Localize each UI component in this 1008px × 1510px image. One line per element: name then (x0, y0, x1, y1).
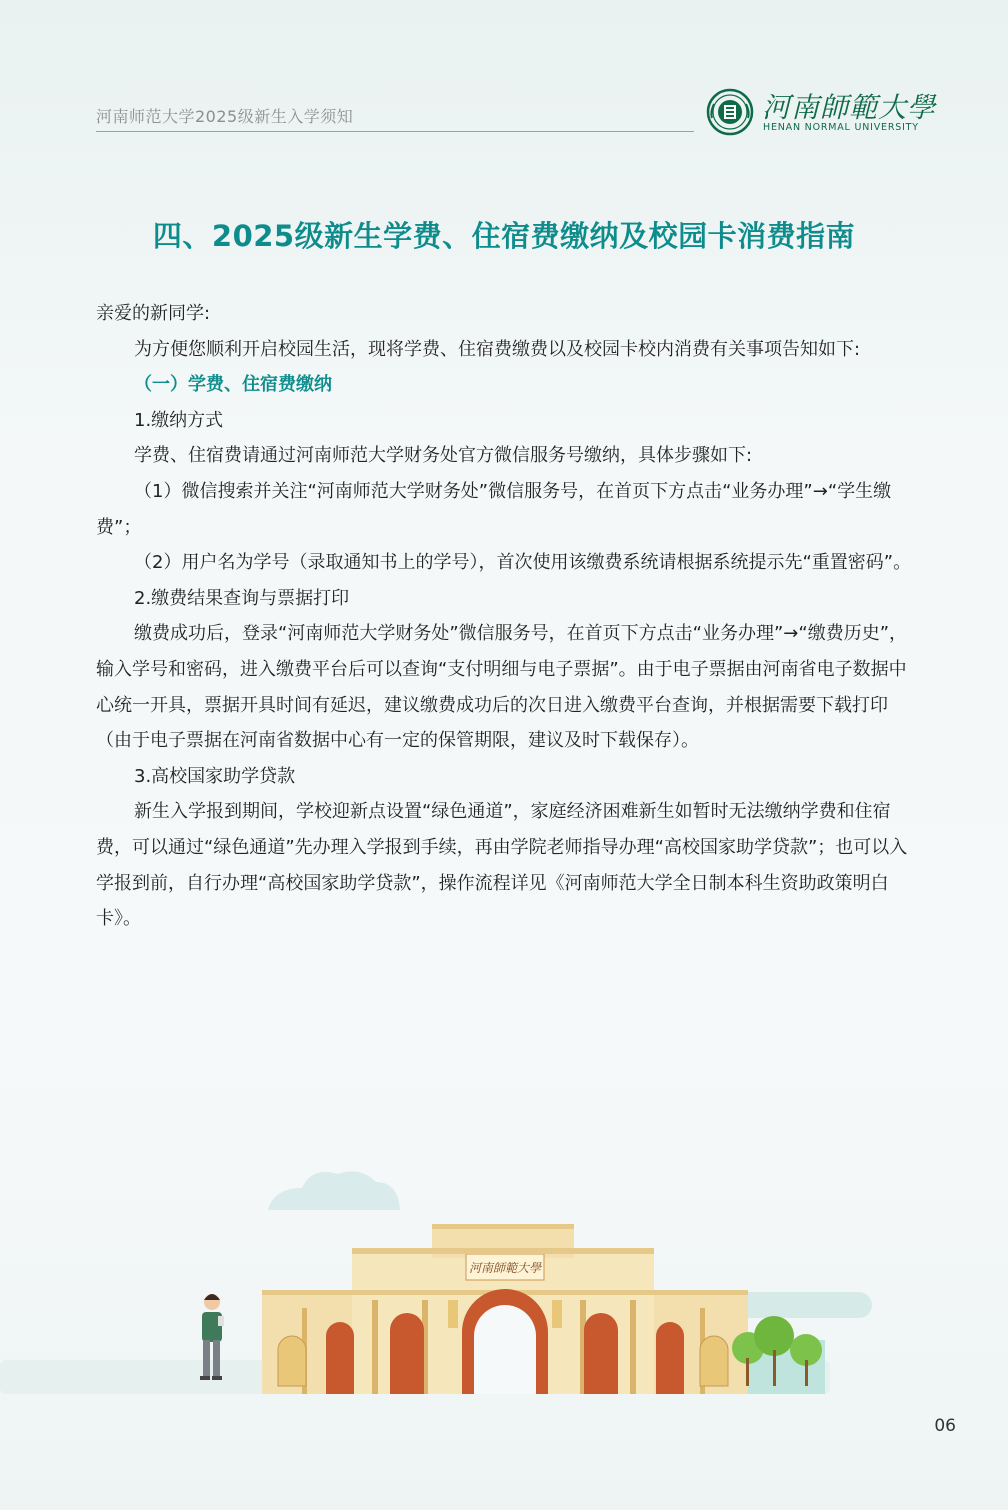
item1-paragraph: 学费、住宿费请通过河南师范大学财务处官方微信服务号缴纳，具体步骤如下: (134, 445, 753, 467)
cloud-icon (268, 1171, 400, 1210)
logo-english-name: HENAN NORMAL UNIVERSITY (763, 122, 919, 133)
header-divider (96, 131, 694, 132)
logo-chinese-name: 河南師範大學 (762, 91, 937, 124)
item1-step1: （1）微信搜索并关注“河南师范大学财务处”微信服务号，在首页下方点击“业务办理”→“学生缴费”； (96, 480, 892, 538)
part1-heading: （一）学费、住宿费缴纳 (134, 374, 332, 396)
item2-paragraph: 缴费成功后，登录“河南师范大学财务处”微信服务号，在首页下方点击“业务办理”→“缴费历史”，输入学号和密码，进入缴费平台后可以查询“支付明细与电子票据”。由于电子票据由河南省电子数据中心统一开具，票据开具时间有延迟，建议缴费成功后的次日进入缴费平台查询，并根据需要下载打印（由于电子票据在河南省数据中心有一定的保管期限，建议及时下载保存）。 (96, 623, 908, 752)
university-logo (704, 86, 937, 136)
gate-building (262, 1224, 748, 1394)
item3-title: 3.高校国家助学贷款 (134, 765, 296, 787)
document-header-title: 河南师范大学2025级新生入学须知 (96, 107, 354, 126)
item2-title: 2.缴费结果查询与票据打印 (134, 587, 350, 609)
intro-paragraph: 为方便您顺利开启校园生活，现将学费、住宿费缴费以及校园卡校内消费有关事项告知如下: (134, 338, 861, 360)
campus-gate-illustration (0, 1150, 1008, 1400)
item3-paragraph: 新生入学报到期间，学校迎新点设置“绿色通道”，家庭经济困难新生如暂时无法缴纳学费和住宿费，可以通过“绿色通道”先办理入学报到手续，再由学院老师指导办理“高校国家助学贷款”；也可以入学报到前，自行办理“高校国家助学贷款”，操作流程详见《河南师范大学全日制本科生资助政策明白卡》。 (96, 801, 908, 930)
item1-step2: （2）用户名为学号（录取通知书上的学号），首次使用该缴费系统请根据系统提示先“重置密码”。 (134, 552, 912, 574)
item1-title: 1.缴纳方式 (134, 409, 224, 431)
gate-sign: 河南師範大學 (468, 1261, 542, 1275)
greeting: 亲爱的新同学: (96, 303, 211, 324)
document-body (96, 296, 914, 937)
university-emblem-icon (706, 88, 754, 136)
section-title: 四、2025级新生学费、住宿费缴纳及校园卡消费指南 (152, 219, 856, 253)
page-number: 06 (934, 1416, 956, 1436)
